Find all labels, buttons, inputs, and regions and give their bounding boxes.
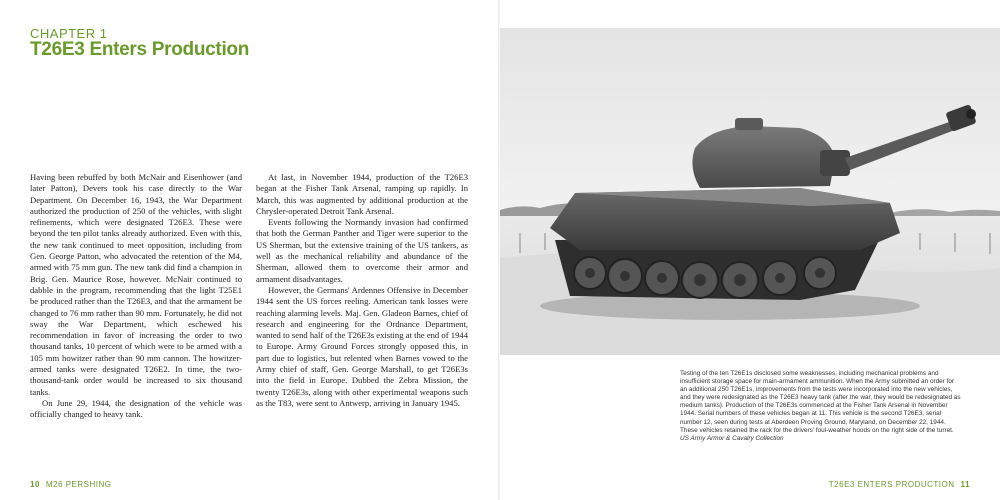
chapter-title: T26E3 Enters Production — [30, 39, 250, 60]
photo-caption — [680, 370, 962, 443]
text-column-1 — [30, 172, 242, 421]
text-column-2 — [256, 172, 468, 409]
caption-text: Testing of the ten T26E1s disclosed some weaknesses, including mechanical problems and insufficient storage space for main-armament ammunition. When the Army submitted an order for an additional 250 T26E1s, improvements from the tests were incorporated into the new vehicles, and they were redesignated as the T26E3 heavy tank (after the war, they would be redesignated as medium tanks). Production of the T26E3s commenced at the Fisher Tank Arsenal in November 1944. Serial numbers of these vehicles began at 11. This vehicle is the second T26E3, serial number 12, seen during tests at Aberdeen Proving Ground, Maryland, on December 22, 1944. These vehicles retained the rack for the drivers' foul-weather hoods on the right side of the turret. — [680, 370, 961, 434]
running-title-left: M26 PERSHING — [45, 480, 112, 489]
paragraph: Having been rebuffed by both McNair and Eisenhower (and later Patton), Devers took his case directly to the War Department. On December 16, 1943, the War Department authorized the production of 250 of the vehicles, with slight refinements, which were designated T26E3. These were beyond the ten pilot tanks already authorized. Even with this, the new tank continued to meet opposition, including from Gen. George Patton, who advocated the retention of the M4, armed with 75 mm gun. The new tank did find a champion in Brig. Gen. Maurice Rose, however. McNair continued to dabble in the program, recommending that the light T25E1 be produced rather than the T26E3, and that the armament be changed to 76 mm rather than 90 mm. Fortunately, he did not sway the War Department, which eschewed his recommendation in favor of increasing the order to two thousand tanks, 10 percent of which were to be armed with a 105 mm howitzer rather than 90 mm cannon. The howitzer-armed tanks were designated T26E2. In time, the two-thousand-tank order would be increased to six thousand tanks. — [30, 172, 242, 397]
tank-photo — [500, 28, 1000, 355]
paragraph: At last, in November 1944, production of the T26E3 began at the Fisher Tank Arsenal, ramping up rapidly. In March, this was augmented by additional production at the Chrysler-operated Detroit Tank Arsenal. — [256, 172, 468, 216]
chapter-label: CHAPTER 1 — [30, 26, 108, 41]
right-folio — [829, 480, 970, 489]
caption-credit: US Army Armor & Cavalry Collection — [680, 434, 784, 442]
paragraph: Events following the Normandy invasion had confirmed that both the German Panther and Tiger were superior to the US Sherman, but the extensive training of the US tankers, as well as the mechanical reliability and abundance of the Sherman, allowed them to overcome their armor and armament disadvantages. — [256, 217, 468, 284]
running-title-right: T26E3 ENTERS PRODUCTION — [828, 480, 955, 489]
page-number-right: 11 — [960, 480, 970, 489]
paragraph: However, the Germans' Ardennes Offensive in December 1944 sent the US forces reeling. American tank losses were reaching alarming levels. Maj. Gen. Gladeon Barnes, chief of research and engineering for the Ordnance Department, wanted to send half of the T26E3s existing at the end of 1944 to Europe. Army Ground Forces strongly opposed this, in part due to logistics, but relented when Barnes vowed to the Army chief of staff, Gen. George Marshall, to get T26E3s into the field in Europe. Dubbed the Zebra Mission, the twenty T26E3s, along with other experimental weapons such as the T83, were sent to Antwerp, arriving in January 1945. — [256, 284, 468, 408]
paragraph: On June 29, 1944, the designation of the vehicle was officially changed to heavy tank. — [30, 397, 242, 420]
page-number-left: 10 — [30, 480, 40, 489]
left-folio — [30, 480, 111, 489]
